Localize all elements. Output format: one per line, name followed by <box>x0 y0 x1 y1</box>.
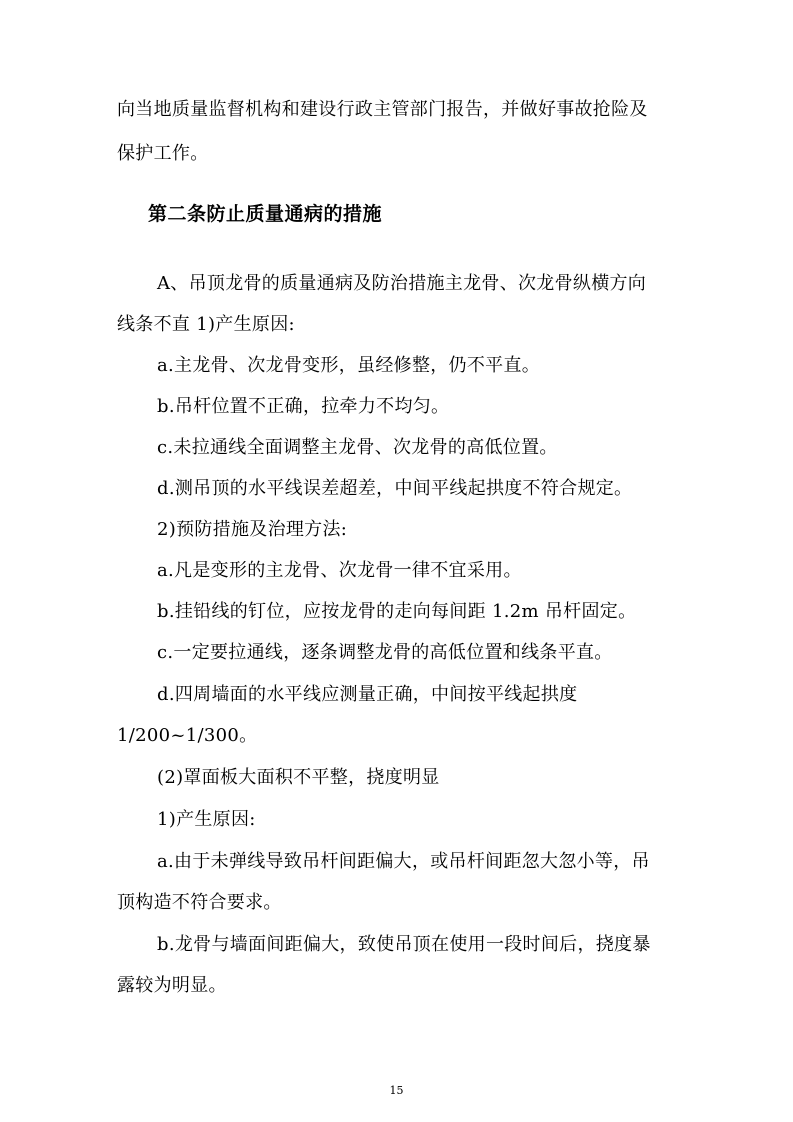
subheading: 1)产生原因: <box>157 809 256 830</box>
list-item: a.主龙骨、次龙骨变形，虽经修整，仍不平直。 <box>157 355 541 376</box>
paragraph-line: 向当地质量监督机构和建设行政主管部门报告，并做好事故抢险及 <box>117 99 648 120</box>
list-item-continuation: 1/200~1/300。 <box>117 725 258 746</box>
list-item: d.测吊顶的水平线误差超差，中间平线起拱度不符合规定。 <box>157 478 633 499</box>
list-item: a.凡是变形的主龙骨、次龙骨一律不宜采用。 <box>157 560 522 581</box>
list-item-continuation: 顶构造不符合要求。 <box>117 892 282 913</box>
list-item: c.一定要拉通线，逐条调整龙骨的高低位置和线条平直。 <box>157 642 613 663</box>
subheading: (2)罩面板大面积不平整，挠度明显 <box>157 767 440 788</box>
paragraph-line: 保护工作。 <box>117 143 209 164</box>
page-number: 15 <box>389 1084 404 1097</box>
paragraph-line: 线条不直 1)产生原因: <box>117 314 295 335</box>
list-item: d.四周墙面的水平线应测量正确，中间按平线起拱度 <box>157 684 578 705</box>
list-item: b.吊杆位置不正确，拉牵力不均匀。 <box>157 396 450 417</box>
list-item: c.未拉通线全面调整主龙骨、次龙骨的高低位置。 <box>157 437 558 458</box>
subheading: 2)预防措施及治理方法: <box>157 519 348 540</box>
list-item: b.龙骨与墙面间距偏大，致使吊顶在使用一段时间后，挠度暴 <box>157 934 651 955</box>
section-heading: 第二条防止质量通病的措施 <box>148 203 383 225</box>
paragraph-line: A、吊顶龙骨的质量通病及防治措施主龙骨、次龙骨纵横方向 <box>157 273 647 294</box>
list-item: b.挂铅线的钉位，应按龙骨的走向每间距 1.2m 吊杆固定。 <box>157 601 637 622</box>
list-item-continuation: 露较为明显。 <box>117 975 227 996</box>
list-item: a.由于未弹线导致吊杆间距偏大，或吊杆间距忽大忽小等，吊 <box>157 851 650 872</box>
